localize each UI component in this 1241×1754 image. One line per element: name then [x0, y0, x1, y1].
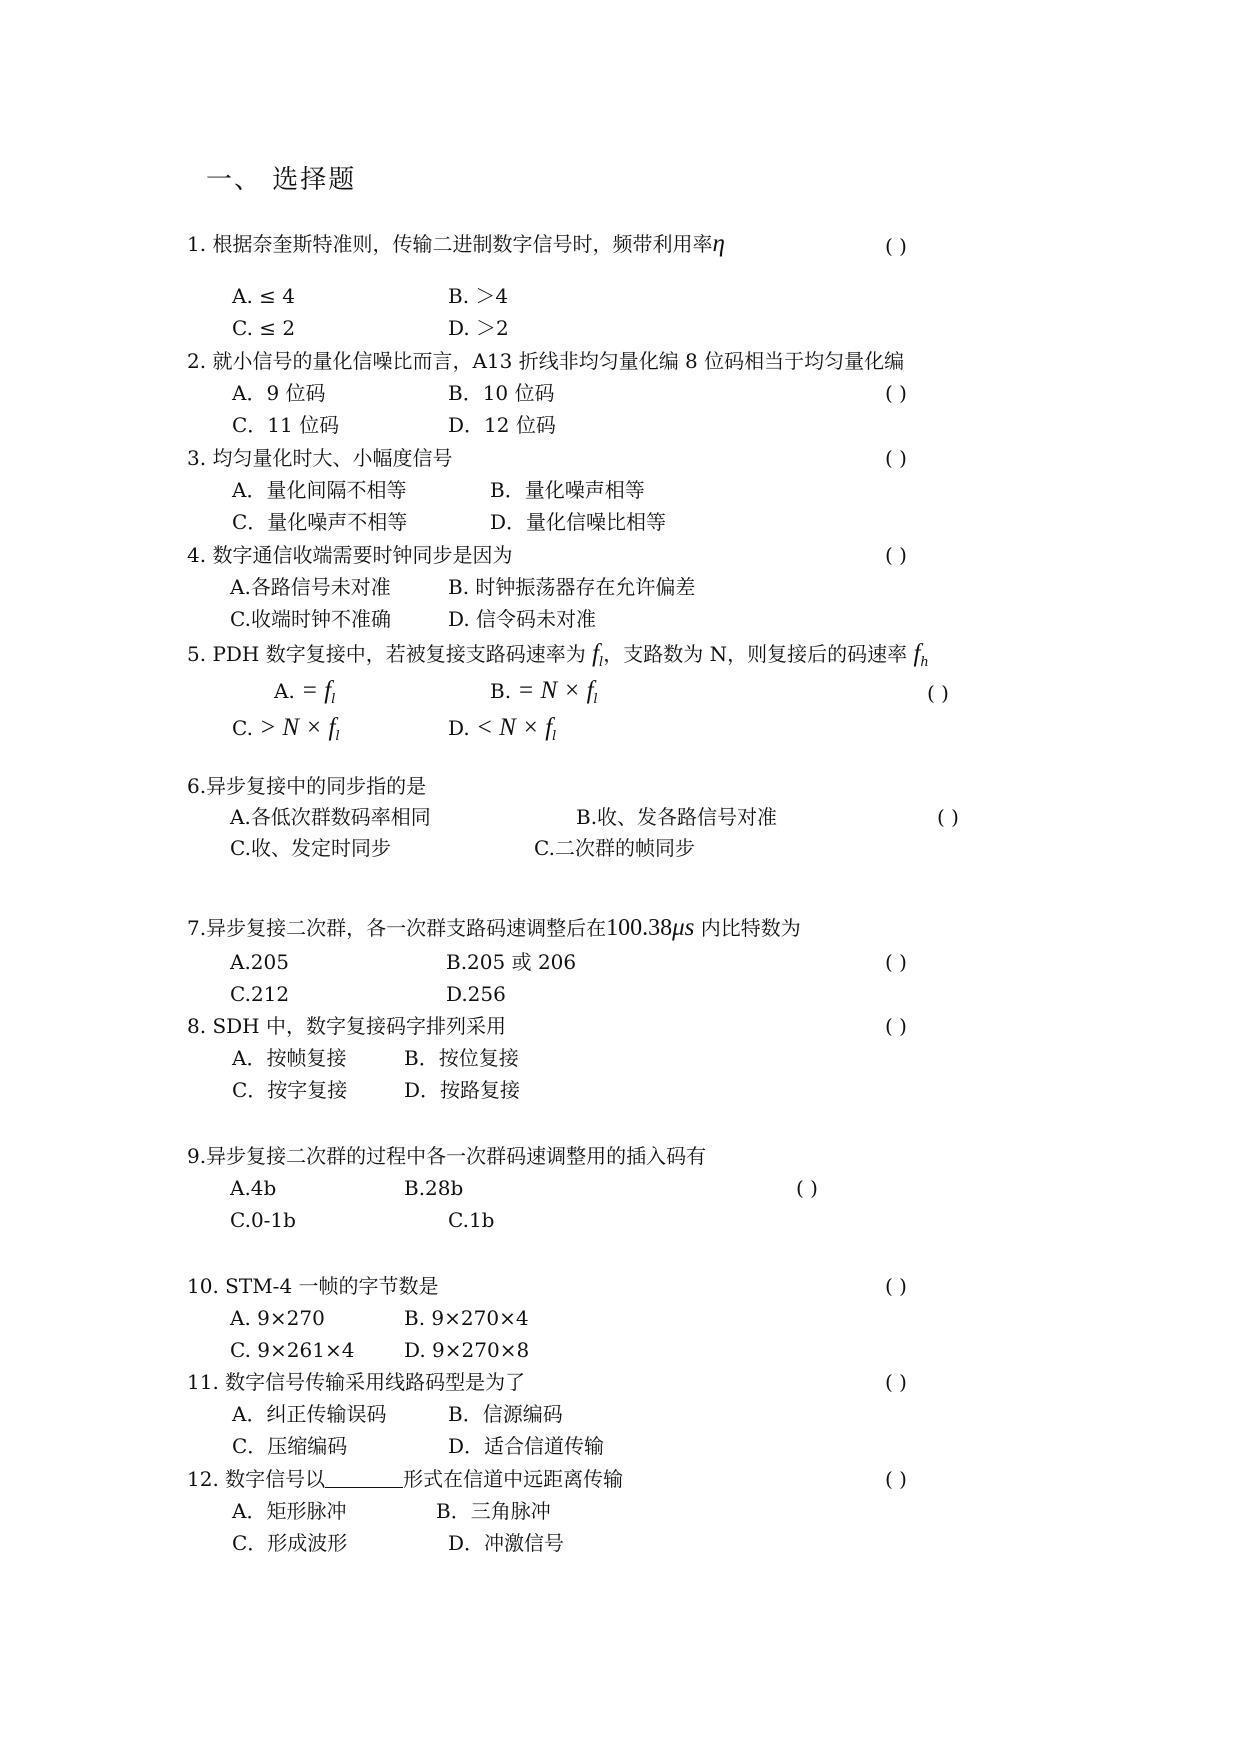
question-5-text-1: 5. PDH 数字复接中，若被复接支路码速率为 — [187, 642, 586, 666]
q6-option-d[interactable]: C.二次群的帧同步 — [534, 836, 695, 860]
q8-option-a[interactable]: A．按帧复接 — [232, 1046, 347, 1070]
answer-blank-12[interactable]: ( ) — [885, 1467, 907, 1491]
subscript-l: l — [593, 692, 598, 707]
q9-option-c[interactable]: C.0-1b — [230, 1208, 296, 1232]
question-1-text: 1. 根据奈奎斯特准则，传输二进制数字信号时，频带利用率 — [187, 232, 713, 256]
q5-option-b-label: B. — [490, 679, 512, 703]
subscript-l: l — [599, 655, 604, 670]
answer-blank-4[interactable]: ( ) — [885, 543, 907, 567]
q11-option-a[interactable]: A．纠正传输误码 — [232, 1402, 387, 1426]
q5-option-a-label: A. — [274, 679, 295, 703]
q5-option-b[interactable] — [490, 679, 598, 712]
subscript-l: l — [552, 729, 557, 744]
fill-in-blank[interactable] — [325, 1469, 403, 1488]
q10-option-b[interactable]: B. 9×270×4 — [404, 1306, 529, 1330]
q10-option-a[interactable]: A. 9×270 — [230, 1306, 325, 1330]
question-5 — [187, 642, 929, 675]
q5-option-d-expr: < N × f — [476, 714, 553, 741]
subscript-l: l — [335, 729, 340, 744]
section-heading: 一、 选择题 — [206, 165, 357, 195]
q3-option-d[interactable]: D．量化信噪比相等 — [490, 510, 667, 534]
q7-option-d[interactable]: D.256 — [446, 982, 506, 1006]
answer-blank-7[interactable]: ( ) — [885, 950, 907, 974]
q5-option-d-label: D. — [448, 716, 470, 740]
q10-option-c[interactable]: C. 9×261×4 — [230, 1338, 355, 1362]
q12-option-d[interactable]: D．冲激信号 — [448, 1531, 565, 1555]
q5-option-c-expr: > N × f — [259, 714, 336, 741]
q11-option-d[interactable]: D．适合信道传输 — [448, 1434, 605, 1458]
q11-option-b[interactable]: B．信源编码 — [448, 1402, 563, 1426]
q4-option-a[interactable]: A.各路信号未对准 — [230, 575, 391, 599]
q6-option-b[interactable]: B.收、发各路信号对准 — [576, 805, 778, 829]
question-12-text-2: 形式在信道中远距离传输 — [403, 1467, 624, 1491]
question-3-text: 3. 均匀量化时大、小幅度信号 — [187, 446, 453, 470]
q5-option-a[interactable] — [274, 679, 335, 712]
question-9-text: 9.异步复接二次群的过程中各一次群码速调整用的插入码有 — [187, 1144, 707, 1168]
q12-option-a[interactable]: A．矩形脉冲 — [232, 1499, 347, 1523]
q2-option-b[interactable]: B．10 位码 — [448, 381, 555, 405]
eta-symbol: η — [712, 230, 725, 257]
q2-option-d[interactable]: D．12 位码 — [448, 413, 556, 437]
fh-symbol: f — [913, 640, 921, 667]
answer-blank-10[interactable]: ( ) — [885, 1274, 907, 1298]
q3-option-a[interactable]: A．量化间隔不相等 — [232, 478, 407, 502]
q12-option-c[interactable]: C．形成波形 — [232, 1531, 348, 1555]
q7-option-b[interactable]: B.205 或 206 — [446, 950, 577, 974]
q1-option-a[interactable]: A. ≤ 4 — [232, 284, 295, 308]
q5-option-d[interactable] — [448, 716, 556, 749]
answer-blank-8[interactable]: ( ) — [885, 1014, 907, 1038]
q4-option-d[interactable]: D. 信令码未对准 — [448, 607, 597, 631]
q9-option-a[interactable]: A.4b — [230, 1176, 277, 1200]
q7-option-c[interactable]: C.212 — [230, 982, 290, 1006]
q2-option-a[interactable]: A．9 位码 — [232, 381, 326, 405]
answer-blank-6[interactable]: ( ) — [937, 805, 959, 829]
answer-blank-3[interactable]: ( ) — [885, 446, 907, 470]
subscript-l: l — [331, 692, 336, 707]
q7-option-a[interactable]: A.205 — [230, 950, 289, 974]
question-5-text-2: ，支路数为 N，则复接后的码速率 — [603, 642, 908, 666]
answer-blank-1[interactable]: ( ) — [885, 234, 907, 258]
answer-blank-5[interactable]: ( ) — [927, 681, 949, 705]
question-11-text: 11. 数字信号传输采用线路码型是为了 — [187, 1370, 526, 1394]
answer-blank-11[interactable]: ( ) — [885, 1370, 907, 1394]
q5-option-b-expr: = N × f — [517, 677, 594, 704]
q9-option-d[interactable]: C.1b — [448, 1208, 495, 1232]
q1-option-b[interactable]: B. ＞4 — [448, 284, 509, 308]
q5-option-c-label: C. — [232, 716, 253, 740]
q9-option-b[interactable]: B.28b — [404, 1176, 464, 1200]
q1-option-c[interactable]: C. ≤ 2 — [232, 316, 296, 340]
question-12-text-1: 12. 数字信号以 — [187, 1467, 326, 1491]
question-7 — [187, 916, 801, 940]
q6-option-c[interactable]: C.收、发定时同步 — [230, 836, 391, 860]
q3-option-c[interactable]: C．量化噪声不相等 — [232, 510, 408, 534]
question-8-text: 8. SDH 中，数字复接码字排列采用 — [187, 1014, 506, 1038]
q10-option-d[interactable]: D. 9×270×8 — [404, 1338, 530, 1362]
question-6-text: 6.异步复接中的同步指的是 — [187, 774, 427, 798]
answer-blank-2[interactable]: ( ) — [885, 381, 907, 405]
subscript-h: h — [920, 655, 929, 670]
q8-option-b[interactable]: B．按位复接 — [404, 1046, 519, 1070]
q11-option-c[interactable]: C．压缩编码 — [232, 1434, 348, 1458]
q5-option-a-expr: = f — [301, 677, 332, 704]
question-12 — [187, 1467, 623, 1491]
q3-option-b[interactable]: B．量化噪声相等 — [490, 478, 645, 502]
question-1 — [187, 232, 725, 256]
question-2-text: 2. 就小信号的量化信噪比而言，A13 折线非均匀量化编 8 位码相当于均匀量化编 — [187, 349, 905, 373]
question-10-text: 10. STM-4 一帧的字节数是 — [187, 1274, 439, 1298]
question-7-text-2: 内比特数为 — [694, 916, 801, 940]
q4-option-c[interactable]: C.收端时钟不准确 — [230, 607, 391, 631]
q5-option-c[interactable] — [232, 716, 340, 749]
q1-option-d[interactable]: D. ＞2 — [448, 316, 509, 340]
question-7-text-1: 7.异步复接二次群，各一次群支路码速调整后在 — [187, 916, 607, 940]
q12-option-b[interactable]: B．三角脉冲 — [436, 1499, 551, 1523]
question-4-text: 4. 数字通信收端需要时钟同步是因为 — [187, 543, 513, 567]
duration-value: 100.38 — [606, 915, 673, 941]
q4-option-b[interactable]: B. 时钟振荡器存在允许偏差 — [448, 575, 696, 599]
q8-option-c[interactable]: C．按字复接 — [232, 1078, 348, 1102]
answer-blank-9[interactable]: ( ) — [796, 1176, 818, 1200]
q6-option-a[interactable]: A.各低次群数码率相同 — [230, 805, 431, 829]
microsecond-unit: μs — [672, 914, 695, 941]
q8-option-d[interactable]: D．按路复接 — [404, 1078, 521, 1102]
q2-option-c[interactable]: C．11 位码 — [232, 413, 340, 437]
f-symbol: f — [592, 640, 600, 667]
